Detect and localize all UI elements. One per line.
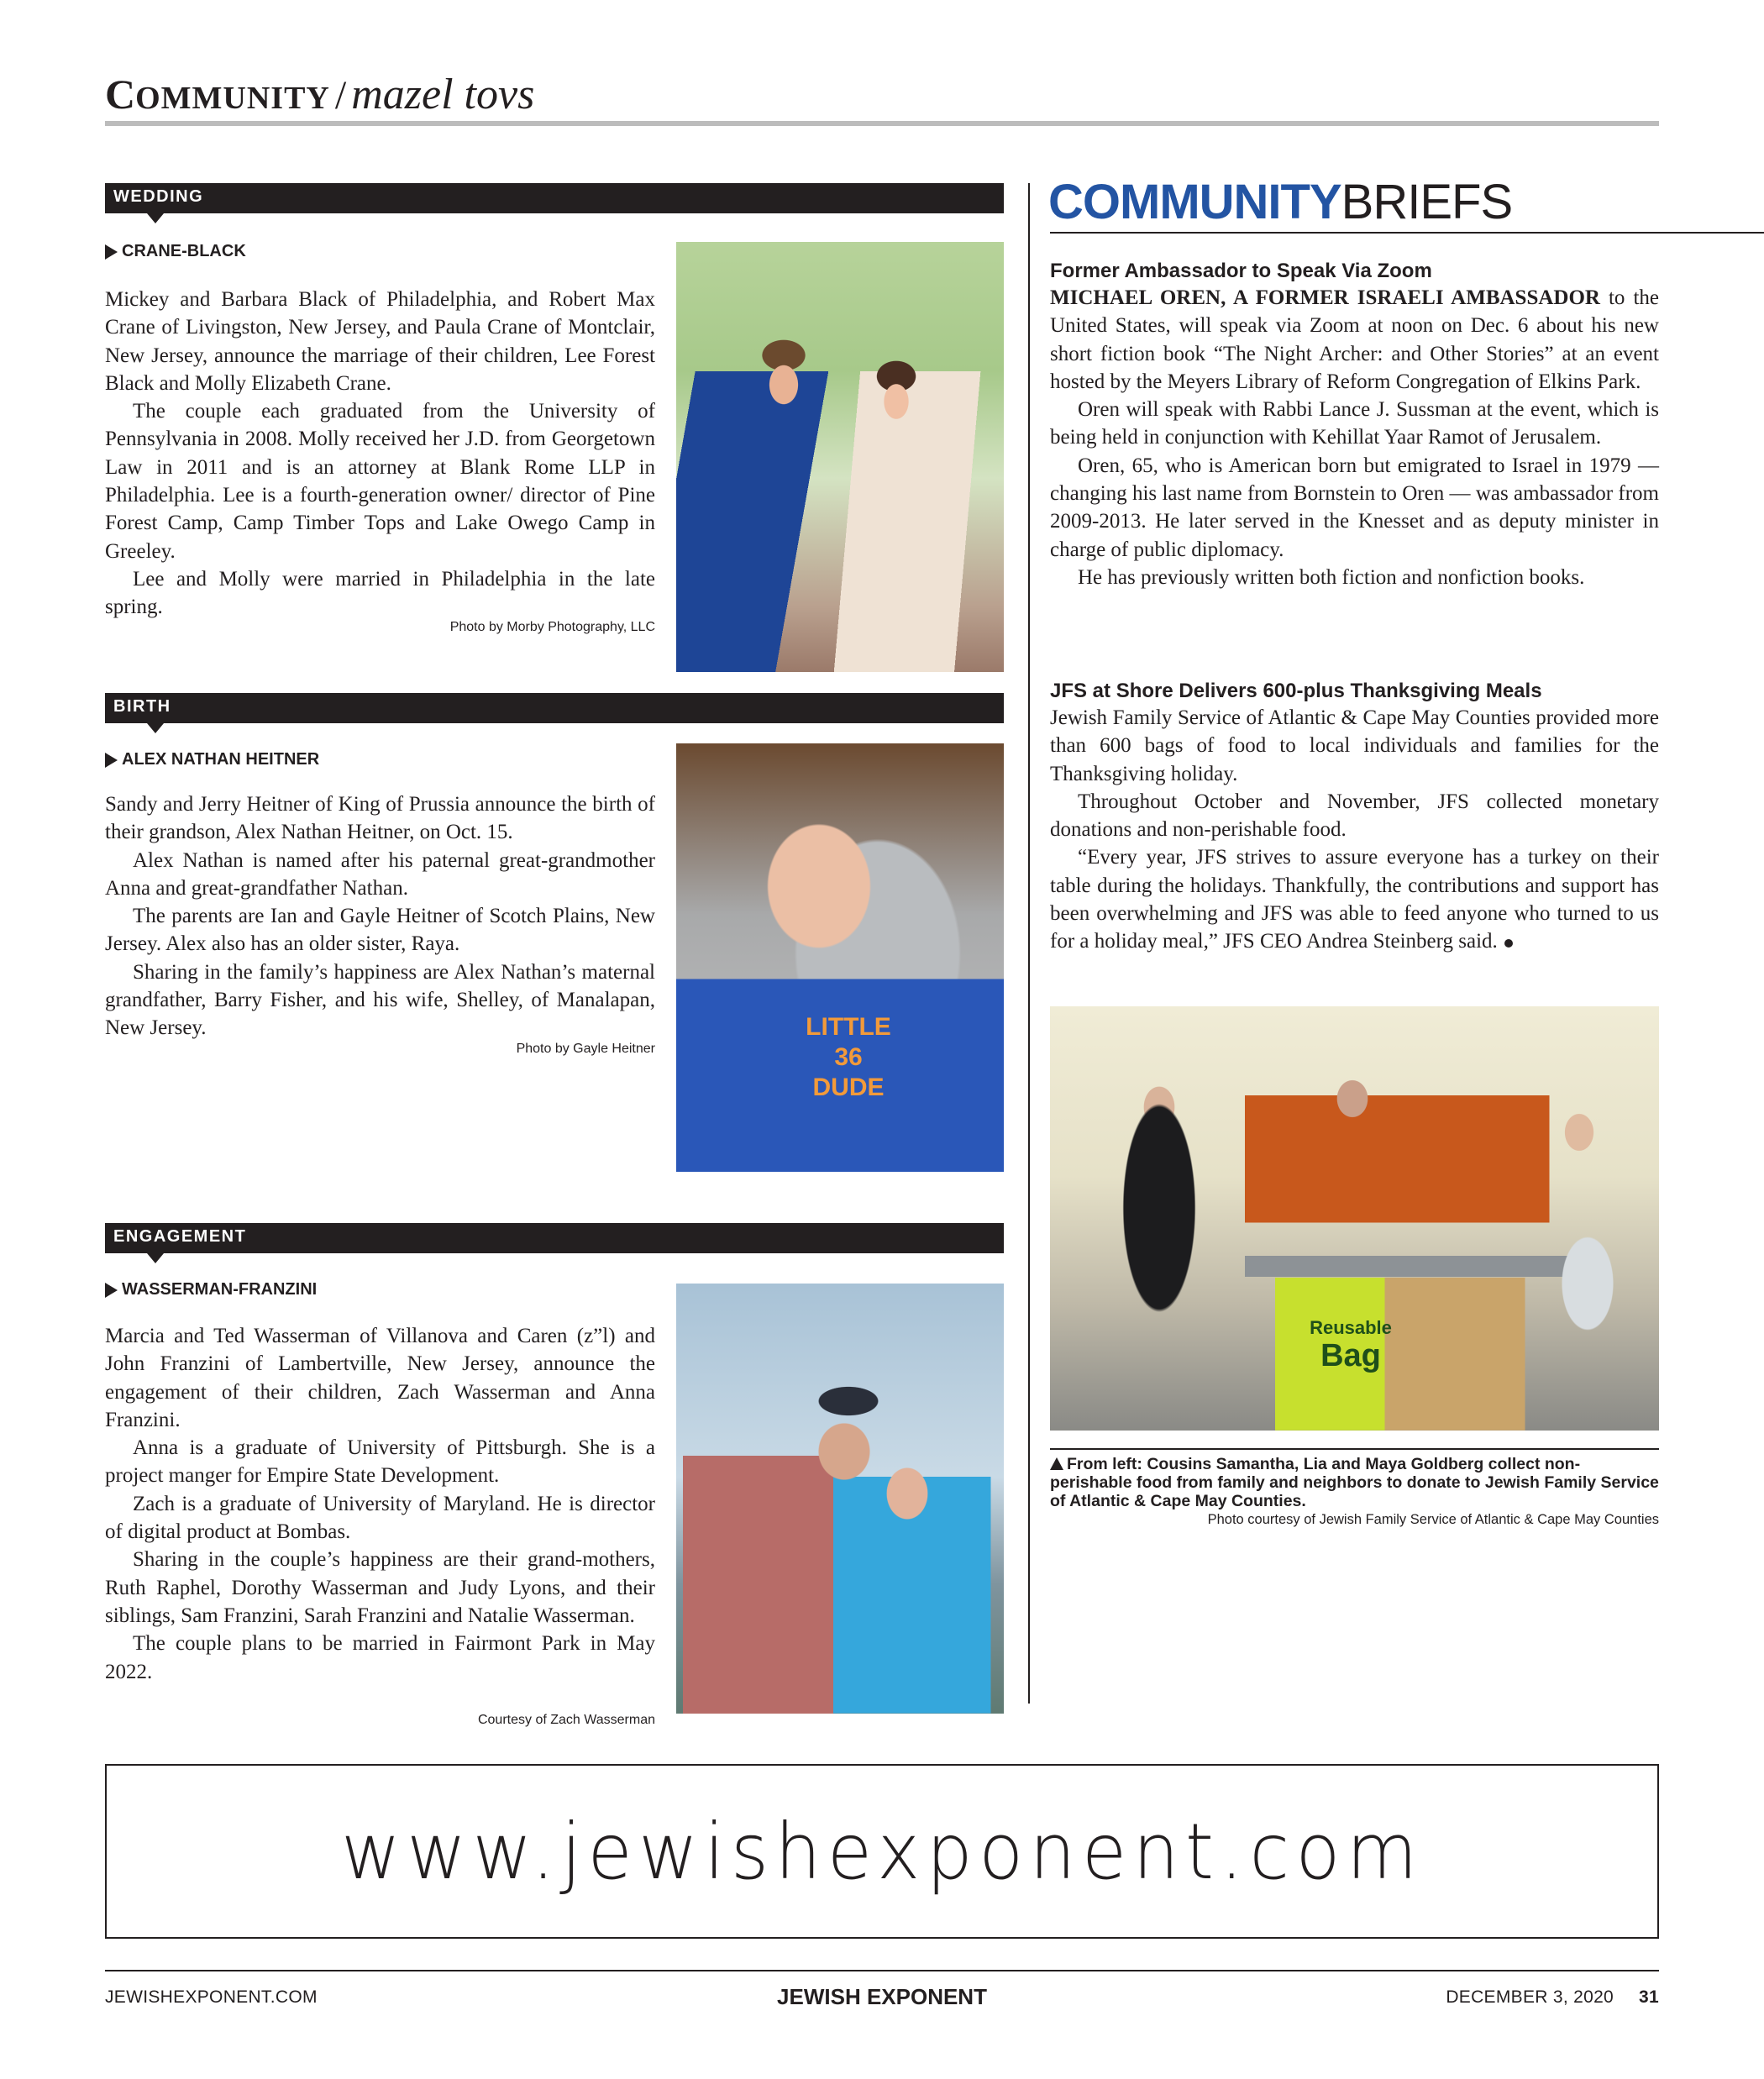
lead-in-caps: MICHAEL OREN, A FORMER ISRAELI AMBASSADOR — [1050, 286, 1600, 309]
subsection-title: mazel tovs — [351, 71, 535, 118]
bag-text: Bag — [1320, 1338, 1381, 1373]
footer-publication: JEWISH EXPONENT — [777, 1984, 987, 2009]
photo-credit: Photo by Gayle Heitner — [516, 1042, 655, 1056]
paragraph: He has previously written both fiction and nonfiction books. — [1078, 565, 1585, 589]
page-number: 31 — [1639, 1987, 1659, 2007]
paragraph: Jewish Family Service of Atlantic & Cape May Counties provided more than 600 bags of food to local individuals and families for the Thanksgiving holiday. — [1050, 706, 1659, 785]
announcement-name-text: CRANE-BLACK — [122, 242, 246, 260]
bag-text: Reusable — [1310, 1317, 1392, 1338]
photo-credit: Photo courtesy of Jewish Family Service of Atlantic & Cape May Counties — [1207, 1512, 1659, 1527]
category-label-bar — [105, 183, 1004, 213]
announcement-name — [105, 750, 319, 769]
category-label: ENGAGEMENT — [113, 1227, 247, 1246]
announcement-body — [105, 790, 655, 1042]
brief-body — [1050, 284, 1659, 591]
shirt-text: 36 — [834, 1043, 863, 1071]
website-promo-box — [105, 1764, 1659, 1939]
briefs-title — [1048, 175, 1512, 230]
announcement-name-text: ALEX NATHAN HEITNER — [122, 750, 320, 769]
website-url[interactable]: www.jewishexponent.com — [340, 1806, 1424, 1897]
briefs-title-bold: COMMUNITY — [1048, 175, 1341, 229]
announcement-name — [105, 1280, 317, 1299]
paragraph: Sharing in the family’s happiness are Alex Nathan’s maternal grandfather, Barry Fisher, and his wife, Shelley, of Manalapan, New Jersey. — [105, 960, 655, 1040]
paragraph: Anna is a graduate of University of Pittsburgh. She is a project manger for Empire State Development. — [105, 1436, 655, 1488]
paragraph: Throughout October and November, JFS collected monetary donations and non-perishable food. — [1050, 790, 1659, 842]
header-rule — [105, 121, 1659, 126]
announcement-birth — [105, 693, 1004, 1101]
end-mark-icon — [1504, 939, 1513, 948]
column-divider — [1028, 183, 1030, 1704]
announcement-name — [105, 242, 246, 261]
photo-caption — [1050, 1455, 1659, 1510]
shirt-text: DUDE — [812, 1074, 885, 1101]
brief-headline: Former Ambassador to Speak Via Zoom — [1050, 260, 1432, 282]
jfs-photo — [1050, 1006, 1659, 1431]
section-title — [105, 69, 1659, 123]
brief-ambassador — [1050, 259, 1659, 591]
paragraph: Alex Nathan is named after his paternal great-grandmother Anna and great-grandfather Nathan. — [105, 848, 655, 900]
paragraph — [1050, 284, 1659, 396]
section-header — [105, 69, 1659, 123]
caption-text: From left: Cousins Samantha, Lia and Maya Goldberg collect non-perishable food from family and neighbors to donate to Jewish Family Service of Atlantic & Cape May Counties. — [1050, 1455, 1659, 1510]
photo-credit: Photo by Morby Photography, LLC — [449, 620, 655, 634]
section-title-rest: OMMUNITY — [135, 81, 330, 116]
triangle-up-icon — [1050, 1457, 1063, 1470]
brief-body — [1050, 704, 1659, 956]
briefs-rule — [1050, 232, 1764, 234]
section-separator: / — [334, 73, 347, 118]
birth-photo — [676, 743, 1004, 1172]
triangle-right-icon — [105, 1283, 118, 1298]
paragraph: Lee and Molly were married in Philadelphia in the late spring. — [105, 567, 655, 619]
triangle-right-icon — [105, 244, 118, 260]
bag-print — [1300, 1317, 1401, 1373]
photo-credit: Courtesy of Zach Wasserman — [477, 1713, 655, 1727]
paragraph: Sharing in the couple’s happiness are their grand-mothers, Ruth Raphel, Dorothy Wasserman and Judy Lyons, and their siblings, Sam Franzini, Sarah Franzini and Natalie Wasserman. — [105, 1548, 655, 1627]
announcement-body — [105, 286, 655, 622]
footer-date-page — [1446, 1987, 1659, 2008]
footer-rule — [105, 1970, 1659, 1971]
shirt-print — [777, 1012, 920, 1103]
announcement-wedding — [105, 183, 1004, 634]
paragraph: The couple plans to be married in Fairmont Park in May 2022. — [105, 1632, 655, 1683]
paragraph: Sandy and Jerry Heitner of King of Prussia announce the birth of their grandson, Alex Nathan Heitner, on Oct. 15. — [105, 793, 655, 844]
footer-date: DECEMBER 3, 2020 — [1446, 1987, 1614, 2007]
category-label: WEDDING — [113, 187, 204, 206]
label-pointer-icon — [147, 1253, 164, 1263]
footer-site[interactable]: JEWISHEXPONENT.COM — [105, 1987, 318, 2007]
caption-rule — [1050, 1448, 1659, 1450]
paragraph: Zach is a graduate of University of Maryland. He is director of digital product at Bombas. — [105, 1492, 655, 1544]
brief-headline: JFS at Shore Delivers 600-plus Thanksgiving Meals — [1050, 680, 1542, 702]
paragraph: Oren, 65, who is American born but emigrated to Israel in 1979 — changing his last name from Bornstein to Oren — was ambassador from 2009-2013. He later served in the Knesset and as deputy minister in charge of public diplomacy. — [1050, 454, 1659, 561]
wedding-photo — [676, 242, 1004, 672]
lead-in-rest: to the United States, will speak via Zoom at noon on Dec. 6 about his new short fiction book “The Night Archer: and Other Stories” at an event hosted by the Meyers Library of Reform Congregation of Elkins Park. — [1050, 286, 1659, 393]
brief-jfs — [1050, 679, 1659, 956]
section-title-initial: C — [105, 71, 136, 118]
briefs-title-light: BRIEFS — [1341, 175, 1513, 229]
announcement-name-text: WASSERMAN-FRANZINI — [122, 1280, 318, 1299]
triangle-right-icon — [105, 753, 118, 768]
paragraph-text: “Every year, JFS strives to assure everyone has a turkey on their table during the holidays. Thankfully, the contributions and support has been overwhelming and JFS was able to feed anyone who turned to us for a holiday meal,” JFS CEO Andrea Steinberg said. — [1050, 846, 1659, 953]
paragraph: Marcia and Ted Wasserman of Villanova and Caren (z”l) and John Franzini of Lambertville, New Jersey, announce the engagement of their children, Zach Wasserman and Anna Franzini. — [105, 1325, 655, 1431]
announcement-body — [105, 1322, 655, 1686]
paragraph: Oren will speak with Rabbi Lance J. Sussman at the event, which is being held in conjunction with Kehillat Yaar Ramot of Jerusalem. — [1050, 398, 1659, 449]
engagement-photo — [676, 1284, 1004, 1714]
category-label: BIRTH — [113, 697, 171, 716]
shirt-text: LITTLE — [806, 1013, 891, 1041]
paragraph: Mickey and Barbara Black of Philadelphia, and Robert Max Crane of Livingston, New Jersey, and Paula Crane of Montclair, New Jersey, announce the marriage of their children, Lee Forest Black and Molly Elizabeth Crane. — [105, 288, 655, 395]
label-pointer-icon — [147, 213, 164, 223]
category-label-bar — [105, 693, 1004, 723]
category-label-bar — [105, 1223, 1004, 1253]
announcement-engagement — [105, 1223, 1004, 1727]
paragraph: The parents are Ian and Gayle Heitner of Scotch Plains, New Jersey. Alex also has an older sister, Raya. — [105, 905, 655, 956]
paragraph: The couple each graduated from the University of Pennsylvania in 2008. Molly received her J.D. from Georgetown Law in 2011 and is an attorney at Blank Rome LLP in Philadelphia. Lee is a fourth-generation owner/ director of Pine Forest Camp, Camp Timber Tops and Lake Owego Camp in Greeley. — [105, 400, 655, 563]
paragraph — [1050, 843, 1659, 955]
label-pointer-icon — [147, 723, 164, 733]
